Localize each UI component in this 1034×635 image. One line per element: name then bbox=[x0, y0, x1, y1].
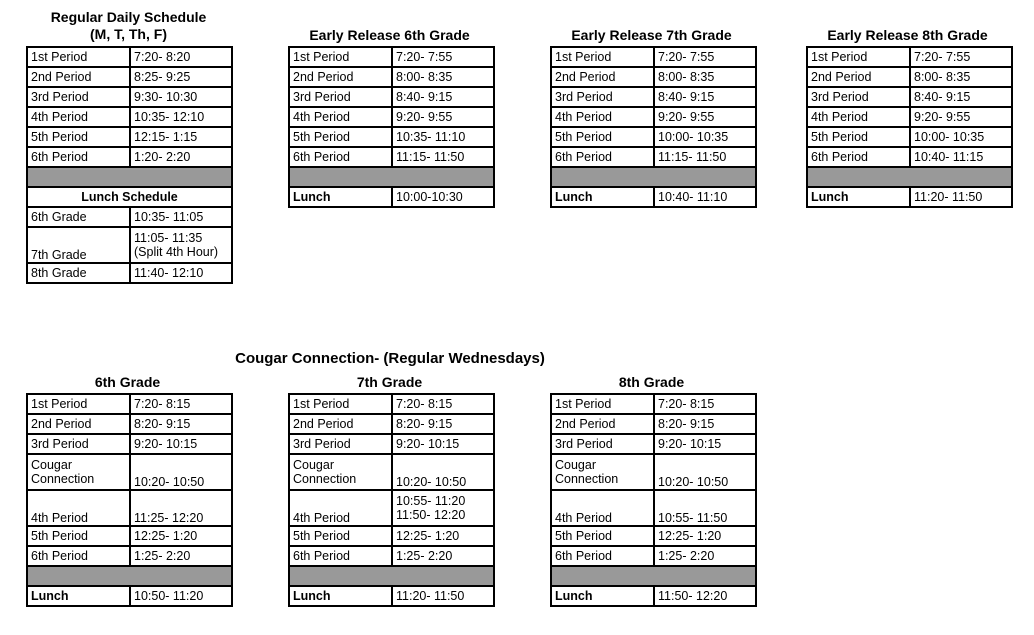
table-row bbox=[551, 47, 756, 67]
table-row bbox=[27, 207, 232, 227]
period-time: 8:40- 9:15 bbox=[910, 87, 1012, 107]
regular-schedule-table bbox=[26, 46, 233, 284]
period-label: 2nd Period bbox=[551, 67, 654, 87]
table-row bbox=[551, 434, 756, 454]
separator-row bbox=[551, 167, 756, 187]
period-label: 5th Period bbox=[807, 127, 910, 147]
early-release-6-title: Early Release 6th Grade bbox=[309, 27, 470, 43]
table-row bbox=[27, 67, 232, 87]
regular-schedule-title bbox=[27, 9, 230, 43]
period-label: 6th Period bbox=[27, 546, 130, 566]
table-row bbox=[289, 454, 494, 490]
period-time: 7:20- 7:55 bbox=[654, 47, 756, 67]
period-time: 1:25- 2:20 bbox=[392, 546, 494, 566]
early-release-7-table bbox=[550, 46, 757, 208]
period-label: 5th Period bbox=[27, 526, 130, 546]
table-row bbox=[27, 147, 232, 167]
period-time: 1:25- 2:20 bbox=[654, 546, 756, 566]
lunch-row bbox=[551, 187, 756, 207]
table-row bbox=[289, 546, 494, 566]
separator-row bbox=[289, 167, 494, 187]
period-time: 7:20- 8:15 bbox=[130, 394, 232, 414]
period-time: 12:25- 1:20 bbox=[392, 526, 494, 546]
period-label: 4th Period bbox=[27, 107, 130, 127]
table-row bbox=[807, 47, 1012, 67]
table-row bbox=[551, 546, 756, 566]
period-label: 3rd Period bbox=[27, 434, 130, 454]
lunch-schedule-heading: Lunch Schedule bbox=[27, 187, 232, 207]
gray-separator bbox=[551, 566, 756, 586]
table-row bbox=[551, 454, 756, 490]
period-time: 7:20- 8:15 bbox=[392, 394, 494, 414]
table-row bbox=[27, 107, 232, 127]
period-label: 2nd Period bbox=[551, 414, 654, 434]
period-time: 12:25- 1:20 bbox=[654, 526, 756, 546]
period-time: 10:00- 10:35 bbox=[654, 127, 756, 147]
table-row bbox=[807, 87, 1012, 107]
table-row bbox=[551, 67, 756, 87]
period-time: 1:20- 2:20 bbox=[130, 147, 232, 167]
lunch-time: 11:40- 12:10 bbox=[130, 263, 232, 283]
period-label: 2nd Period bbox=[27, 67, 130, 87]
period-label: 2nd Period bbox=[289, 67, 392, 87]
early-release-6-table bbox=[288, 46, 495, 208]
period-time: 7:20- 8:15 bbox=[654, 394, 756, 414]
period-time: 8:00- 8:35 bbox=[392, 67, 494, 87]
table-row bbox=[27, 414, 232, 434]
period-label: 5th Period bbox=[289, 526, 392, 546]
table-row bbox=[289, 147, 494, 167]
period-time: 10:40- 11:15 bbox=[910, 147, 1012, 167]
gray-separator bbox=[289, 167, 494, 187]
lunch-heading-row bbox=[27, 187, 232, 207]
cougar-connection-label: Cougar Connection bbox=[27, 454, 130, 490]
period-label: 2nd Period bbox=[27, 414, 130, 434]
period-time: 10:00- 10:35 bbox=[910, 127, 1012, 147]
period-time: 7:20- 8:20 bbox=[130, 47, 232, 67]
period-time: 8:25- 9:25 bbox=[130, 67, 232, 87]
period-time: 9:20- 9:55 bbox=[654, 107, 756, 127]
period-time: 9:30- 10:30 bbox=[130, 87, 232, 107]
period-time: 9:20- 10:15 bbox=[392, 434, 494, 454]
period-label: 4th Period bbox=[27, 490, 130, 526]
grade-label: 7th Grade bbox=[27, 227, 130, 263]
period-label: 3rd Period bbox=[289, 87, 392, 107]
period-time: 9:20- 10:15 bbox=[130, 434, 232, 454]
table-row bbox=[289, 87, 494, 107]
separator-row bbox=[27, 167, 232, 187]
period-time: 8:20- 9:15 bbox=[654, 414, 756, 434]
period-time: 9:20- 9:55 bbox=[392, 107, 494, 127]
period-label: 1st Period bbox=[289, 47, 392, 67]
table-row bbox=[289, 526, 494, 546]
regular-title-line2: (M, T, Th, F) bbox=[90, 26, 167, 42]
period-label: 5th Period bbox=[27, 127, 130, 147]
separator-row bbox=[289, 566, 494, 586]
lunch-label: Lunch bbox=[551, 586, 654, 606]
table-row bbox=[807, 107, 1012, 127]
separator-row bbox=[551, 566, 756, 586]
table-row bbox=[551, 87, 756, 107]
period-time: 11:15- 11:50 bbox=[392, 147, 494, 167]
early-release-8-title: Early Release 8th Grade bbox=[827, 27, 988, 43]
lunch-label: Lunch bbox=[551, 187, 654, 207]
table-row bbox=[289, 490, 494, 526]
period-label: 5th Period bbox=[289, 127, 392, 147]
period-label: 4th Period bbox=[551, 490, 654, 526]
lunch-time: 11:20- 11:50 bbox=[910, 187, 1012, 207]
table-row bbox=[289, 434, 494, 454]
gray-separator bbox=[289, 566, 494, 586]
early-release-7-title: Early Release 7th Grade bbox=[571, 27, 732, 43]
period-label: 3rd Period bbox=[551, 434, 654, 454]
lunch-time: 10:40- 11:10 bbox=[654, 187, 756, 207]
cougar-8th-grade-title: 8th Grade bbox=[618, 374, 685, 390]
period-label: 3rd Period bbox=[551, 87, 654, 107]
period-label: 1st Period bbox=[27, 47, 130, 67]
cougar-8th-grade-table bbox=[550, 393, 757, 607]
lunch-time: 11:50- 12:20 bbox=[654, 586, 756, 606]
period-time: 8:40- 9:15 bbox=[654, 87, 756, 107]
table-row bbox=[289, 67, 494, 87]
period-time: 10:35- 11:10 bbox=[392, 127, 494, 147]
table-row bbox=[27, 394, 232, 414]
table-row bbox=[289, 107, 494, 127]
period-time: 8:20- 9:15 bbox=[130, 414, 232, 434]
table-row bbox=[27, 87, 232, 107]
period-time: 9:20- 9:55 bbox=[910, 107, 1012, 127]
period-time: 7:20- 7:55 bbox=[910, 47, 1012, 67]
lunch-label: Lunch bbox=[27, 586, 130, 606]
period-label: 6th Period bbox=[551, 147, 654, 167]
table-row bbox=[27, 454, 232, 490]
gray-separator bbox=[27, 566, 232, 586]
period-label: 1st Period bbox=[289, 394, 392, 414]
period-label: 6th Period bbox=[289, 546, 392, 566]
lunch-time: 10:00-10:30 bbox=[392, 187, 494, 207]
period-time: 10:20- 10:50 bbox=[654, 454, 756, 490]
gray-separator bbox=[27, 167, 232, 187]
period-label: 2nd Period bbox=[289, 414, 392, 434]
period-label: 4th Period bbox=[289, 107, 392, 127]
period-time: 7:20- 7:55 bbox=[392, 47, 494, 67]
period-time: 10:35- 12:10 bbox=[130, 107, 232, 127]
period-label: 1st Period bbox=[551, 47, 654, 67]
period-time: 8:40- 9:15 bbox=[392, 87, 494, 107]
lunch-row bbox=[27, 586, 232, 606]
regular-title-line1: Regular Daily Schedule bbox=[50, 9, 207, 25]
gray-separator bbox=[807, 167, 1012, 187]
period-label: 4th Period bbox=[551, 107, 654, 127]
table-row bbox=[551, 414, 756, 434]
period-label: 3rd Period bbox=[27, 87, 130, 107]
table-row bbox=[27, 434, 232, 454]
period-label: 5th Period bbox=[551, 526, 654, 546]
cougar-connection-title: Cougar Connection- (Regular Wednesdays) bbox=[235, 350, 545, 367]
period-time: 10:20- 10:50 bbox=[392, 454, 494, 490]
lunch-row bbox=[289, 586, 494, 606]
table-row bbox=[27, 546, 232, 566]
period-time: 10:55- 11:50 bbox=[654, 490, 756, 526]
period-label: 6th Period bbox=[27, 147, 130, 167]
table-row bbox=[551, 490, 756, 526]
table-row bbox=[27, 263, 232, 283]
grade-label: 6th Grade bbox=[27, 207, 130, 227]
table-row bbox=[551, 127, 756, 147]
early-release-8-table bbox=[806, 46, 1013, 208]
lunch-row bbox=[551, 586, 756, 606]
cougar-6th-grade-table bbox=[26, 393, 233, 607]
table-row bbox=[289, 47, 494, 67]
lunch-time: 11:20- 11:50 bbox=[392, 586, 494, 606]
table-row bbox=[289, 127, 494, 147]
period-label: 1st Period bbox=[551, 394, 654, 414]
period-time: 12:15- 1:15 bbox=[130, 127, 232, 147]
table-row bbox=[27, 490, 232, 526]
lunch-time: 11:05- 11:35 (Split 4th Hour) bbox=[130, 227, 232, 263]
period-time: 8:00- 8:35 bbox=[654, 67, 756, 87]
separator-row bbox=[27, 566, 232, 586]
table-row bbox=[551, 147, 756, 167]
table-row bbox=[807, 127, 1012, 147]
period-time: 10:55- 11:20 11:50- 12:20 bbox=[392, 490, 494, 526]
period-label: 3rd Period bbox=[289, 434, 392, 454]
period-label: 1st Period bbox=[807, 47, 910, 67]
cougar-connection-label: Cougar Connection bbox=[289, 454, 392, 490]
period-time: 10:20- 10:50 bbox=[130, 454, 232, 490]
period-label: 3rd Period bbox=[807, 87, 910, 107]
period-label: 6th Period bbox=[289, 147, 392, 167]
table-row bbox=[27, 127, 232, 147]
period-time: 11:15- 11:50 bbox=[654, 147, 756, 167]
lunch-label: Lunch bbox=[289, 187, 392, 207]
separator-row bbox=[807, 167, 1012, 187]
lunch-time: 10:35- 11:05 bbox=[130, 207, 232, 227]
lunch-row bbox=[807, 187, 1012, 207]
lunch-row bbox=[289, 187, 494, 207]
table-row bbox=[289, 394, 494, 414]
lunch-time: 10:50- 11:20 bbox=[130, 586, 232, 606]
table-row bbox=[551, 394, 756, 414]
period-label: 4th Period bbox=[807, 107, 910, 127]
lunch-label: Lunch bbox=[807, 187, 910, 207]
cougar-7th-grade-table bbox=[288, 393, 495, 607]
cougar-6th-grade-title: 6th Grade bbox=[94, 374, 161, 390]
period-time: 1:25- 2:20 bbox=[130, 546, 232, 566]
period-time: 12:25- 1:20 bbox=[130, 526, 232, 546]
cougar-connection-label: Cougar Connection bbox=[551, 454, 654, 490]
table-row bbox=[27, 526, 232, 546]
period-label: 6th Period bbox=[551, 546, 654, 566]
period-time: 9:20- 10:15 bbox=[654, 434, 756, 454]
table-row bbox=[289, 414, 494, 434]
gray-separator bbox=[551, 167, 756, 187]
table-row bbox=[551, 107, 756, 127]
table-row bbox=[807, 67, 1012, 87]
period-label: 4th Period bbox=[289, 490, 392, 526]
table-row bbox=[27, 227, 232, 263]
period-label: 6th Period bbox=[807, 147, 910, 167]
period-label: 5th Period bbox=[551, 127, 654, 147]
table-row bbox=[551, 526, 756, 546]
lunch-label: Lunch bbox=[289, 586, 392, 606]
period-time: 8:20- 9:15 bbox=[392, 414, 494, 434]
period-label: 1st Period bbox=[27, 394, 130, 414]
period-label: 2nd Period bbox=[807, 67, 910, 87]
period-time: 11:25- 12:20 bbox=[130, 490, 232, 526]
cougar-7th-grade-title: 7th Grade bbox=[356, 374, 423, 390]
table-row bbox=[807, 147, 1012, 167]
period-time: 8:00- 8:35 bbox=[910, 67, 1012, 87]
grade-label: 8th Grade bbox=[27, 263, 130, 283]
table-row bbox=[27, 47, 232, 67]
